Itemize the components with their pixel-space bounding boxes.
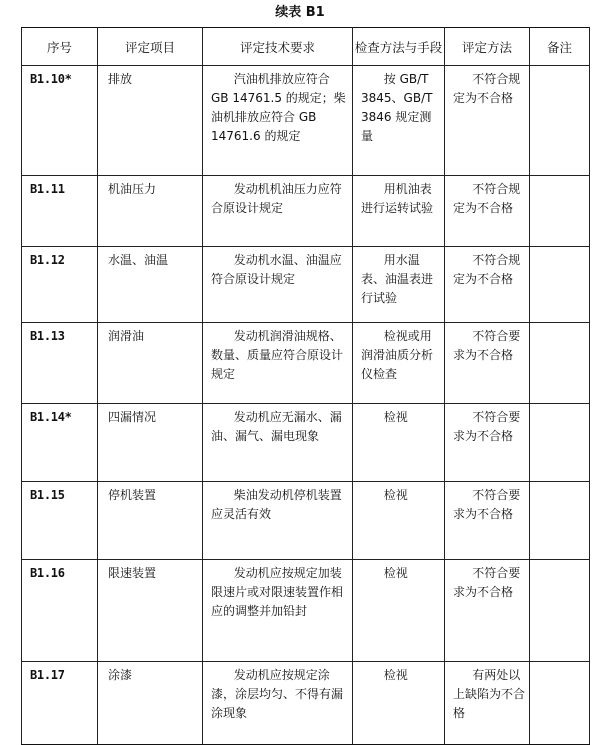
row-item: 涂漆 xyxy=(98,662,203,745)
row-remark xyxy=(530,176,590,247)
header-remark: 备注 xyxy=(530,28,590,66)
row-evaluation: 不符合规定为不合格 xyxy=(445,247,530,323)
row-method: 检视 xyxy=(353,404,445,482)
table-row xyxy=(22,323,590,404)
row-item: 停机装置 xyxy=(98,482,203,560)
table-caption: 续表 B1 xyxy=(275,5,325,20)
row-code: B1.13 xyxy=(22,323,98,404)
table-row xyxy=(22,66,590,176)
row-method: 检视 xyxy=(353,482,445,560)
header-code: 序号 xyxy=(22,28,98,66)
row-requirement: 发动机应无漏水、漏油、漏气、漏电现象 xyxy=(203,404,353,482)
row-remark xyxy=(530,404,590,482)
row-requirement: 发动机水温、油温应符合原设计规定 xyxy=(203,247,353,323)
row-code: B1.15 xyxy=(22,482,98,560)
header-item: 评定项目 xyxy=(98,28,203,66)
header-method: 检查方法与手段 xyxy=(353,28,445,66)
row-remark xyxy=(530,482,590,560)
header-requirement: 评定技术要求 xyxy=(203,28,353,66)
row-requirement: 发动机机油压力应符合原设计规定 xyxy=(203,176,353,247)
row-evaluation: 不符合规定为不合格 xyxy=(445,176,530,247)
header-row xyxy=(22,28,590,66)
row-code: B1.14* xyxy=(22,404,98,482)
row-remark xyxy=(530,560,590,662)
row-method: 检视 xyxy=(353,560,445,662)
row-evaluation: 不符合规定为不合格 xyxy=(445,66,530,176)
row-code: B1.12 xyxy=(22,247,98,323)
table-row xyxy=(22,662,590,745)
row-evaluation: 不符合要求为不合格 xyxy=(445,482,530,560)
row-item: 水温、油温 xyxy=(98,247,203,323)
row-code: B1.17 xyxy=(22,662,98,745)
table-row xyxy=(22,560,590,662)
row-evaluation: 有两处以上缺陷为不合格 xyxy=(445,662,530,745)
row-requirement: 发动机应按规定涂漆，涂层均匀、不得有漏涂现象 xyxy=(203,662,353,745)
row-method: 检视 xyxy=(353,662,445,745)
row-item: 润滑油 xyxy=(98,323,203,404)
row-method: 用机油表进行运转试验 xyxy=(353,176,445,247)
row-code: B1.10* xyxy=(22,66,98,176)
row-code: B1.11 xyxy=(22,176,98,247)
row-requirement: 汽油机排放应符合 GB 14761.5 的规定；柴油机排放应符合 GB 14761.6 的规定 xyxy=(203,66,353,176)
row-item: 四漏情况 xyxy=(98,404,203,482)
row-remark xyxy=(530,66,590,176)
row-remark xyxy=(530,323,590,404)
table-row xyxy=(22,247,590,323)
row-item: 机油压力 xyxy=(98,176,203,247)
row-requirement: 发动机润滑油规格、数量、质量应符合原设计规定 xyxy=(203,323,353,404)
row-remark xyxy=(530,247,590,323)
inspection-table xyxy=(21,27,590,745)
header-evaluation: 评定方法 xyxy=(445,28,530,66)
row-evaluation: 不符合要求为不合格 xyxy=(445,323,530,404)
row-evaluation: 不符合要求为不合格 xyxy=(445,404,530,482)
row-requirement: 发动机应按规定加装限速片或对限速装置作相应的调整并加铅封 xyxy=(203,560,353,662)
table-row xyxy=(22,176,590,247)
row-requirement: 柴油发动机停机装置应灵活有效 xyxy=(203,482,353,560)
row-code: B1.16 xyxy=(22,560,98,662)
row-evaluation: 不符合要求为不合格 xyxy=(445,560,530,662)
row-method: 用水温表、油温表进行试验 xyxy=(353,247,445,323)
table-row xyxy=(22,482,590,560)
row-method: 检视或用润滑油质分析仪检查 xyxy=(353,323,445,404)
row-method: 按 GB/T 3845、GB/T 3846 规定测量 xyxy=(353,66,445,176)
table-row xyxy=(22,404,590,482)
row-remark xyxy=(530,662,590,745)
row-item: 限速装置 xyxy=(98,560,203,662)
row-item: 排放 xyxy=(98,66,203,176)
